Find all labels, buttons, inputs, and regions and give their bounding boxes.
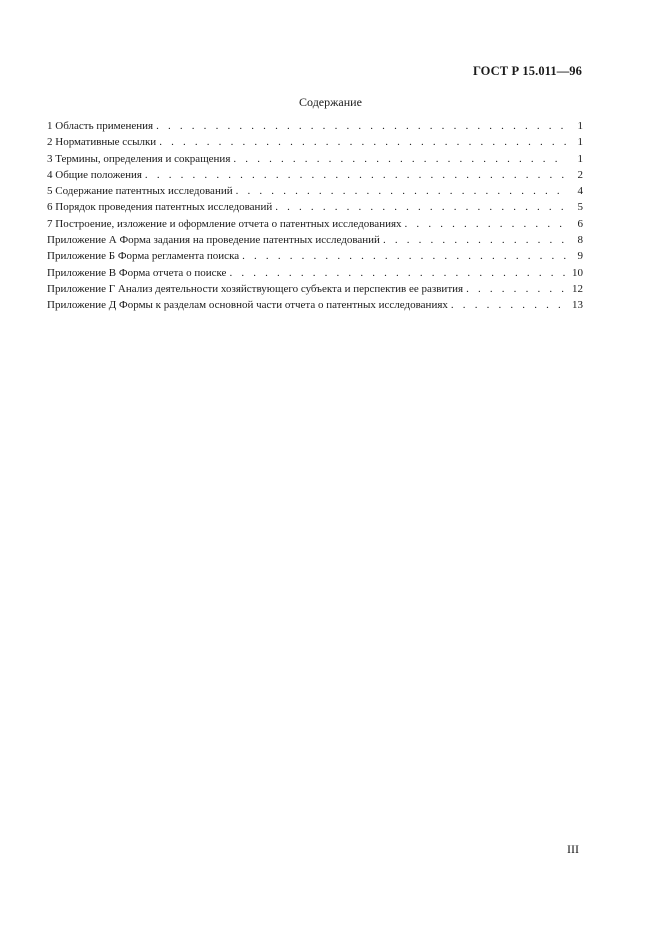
- toc-entry[interactable]: [47, 185, 583, 201]
- toc-entry-page: 1: [577, 152, 583, 165]
- toc-entry-page: 10: [572, 266, 583, 279]
- toc-entry[interactable]: [47, 267, 583, 283]
- toc-entry-label: Приложение Г Анализ деятельности хозяйствующего субъекта и перспектив ее развития: [47, 282, 464, 295]
- toc-entry-label: Приложение Б Форма регламента поиска: [47, 250, 240, 263]
- toc-entry-page: 5: [577, 201, 583, 214]
- toc-leader-dots: [275, 201, 566, 213]
- toc-entry[interactable]: [47, 299, 583, 315]
- toc-leader-dots: [405, 218, 566, 230]
- toc-entry-page: 12: [572, 282, 583, 295]
- toc-entry-page: 4: [577, 185, 583, 198]
- toc-entry-label: 4 Общие положения: [47, 168, 142, 181]
- toc-entry-label: 1 Область применения: [47, 120, 154, 132]
- toc-entry[interactable]: [47, 169, 583, 185]
- toc-leader-dots: [229, 267, 566, 279]
- table-of-contents: [47, 120, 583, 316]
- toc-entry-page: 1: [577, 120, 583, 132]
- toc-leader-dots: [156, 120, 566, 132]
- toc-entry-page: 6: [577, 217, 583, 230]
- toc-entry-page: 1: [577, 136, 583, 149]
- toc-leader-dots: [159, 136, 566, 148]
- toc-entry-label: Приложение В Форма отчета о поиске: [47, 266, 227, 279]
- toc-entry[interactable]: [47, 153, 583, 169]
- toc-entry[interactable]: [47, 250, 583, 266]
- toc-entry-page: 2: [577, 168, 583, 181]
- toc-entry[interactable]: [47, 120, 583, 136]
- toc-entry[interactable]: [47, 218, 583, 234]
- toc-entry-label: 2 Нормативные ссылки: [47, 136, 157, 149]
- page-number: III: [567, 842, 579, 856]
- toc-entry-page: 9: [577, 250, 583, 263]
- toc-leader-dots: [145, 169, 566, 181]
- toc-title: Содержание: [299, 95, 362, 109]
- toc-entry-page: 13: [572, 299, 583, 312]
- toc-leader-dots: [383, 234, 566, 246]
- toc-leader-dots: [451, 299, 566, 311]
- toc-entry[interactable]: [47, 136, 583, 152]
- toc-entry-label: Приложение А Форма задания на проведение патентных исследований: [47, 234, 380, 247]
- toc-leader-dots: [233, 153, 566, 165]
- toc-entry-label: 6 Порядок проведения патентных исследований: [47, 201, 273, 214]
- toc-entry[interactable]: [47, 283, 583, 299]
- toc-entry-label: 3 Термины, определения и сокращения: [47, 152, 231, 165]
- toc-leader-dots: [466, 283, 566, 295]
- toc-entry-label: 5 Содержание патентных исследований: [47, 185, 233, 198]
- toc-entry[interactable]: [47, 201, 583, 217]
- document-code: ГОСТ Р 15.011—96: [472, 64, 582, 78]
- toc-entry-label: Приложение Д Формы к разделам основной части отчета о патентных исследованиях: [47, 299, 448, 312]
- toc-leader-dots: [242, 250, 566, 262]
- toc-entry[interactable]: [47, 234, 583, 250]
- toc-entry-label: 7 Построение, изложение и оформление отчета о патентных исследованиях: [47, 217, 402, 230]
- toc-entry-page: 8: [577, 234, 583, 247]
- toc-leader-dots: [236, 185, 566, 197]
